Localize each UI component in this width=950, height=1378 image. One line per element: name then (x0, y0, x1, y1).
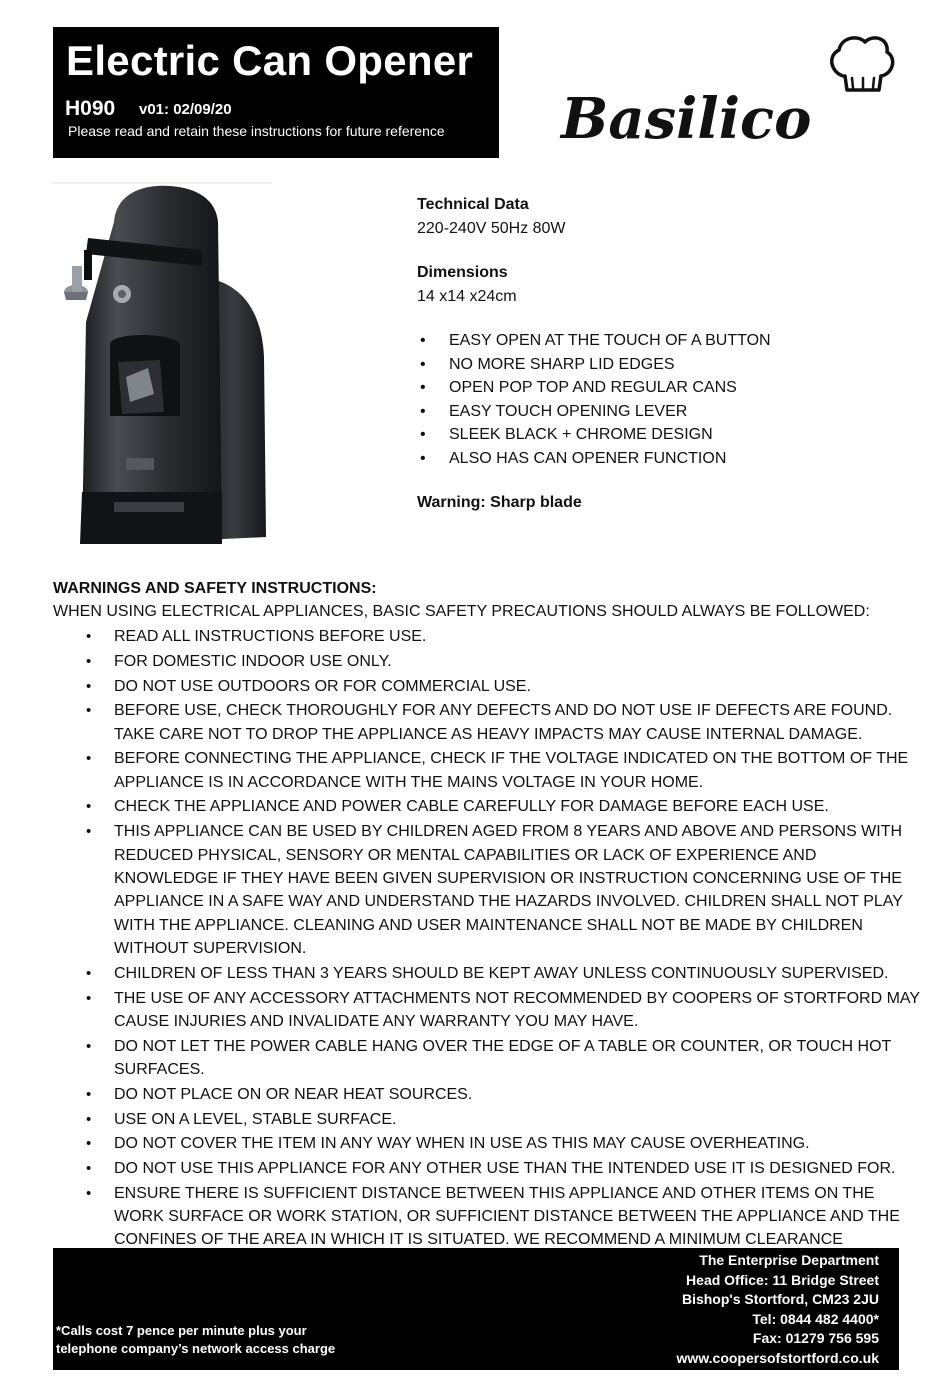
list-item: • EASY OPEN AT THE TOUCH OF A BUTTON (417, 329, 771, 353)
list-item: • EASY TOUCH OPENING LEVER (417, 400, 771, 424)
sharp-blade-warning: Warning: Sharp blade (417, 494, 582, 511)
safety-intro: WHEN USING ELECTRICAL APPLIANCES, BASIC SAFETY PRECAUTIONS SHOULD ALWAYS BE FOLLOWED: (53, 603, 870, 621)
bullet: • (86, 1037, 92, 1055)
fax-number: Fax: 01279 756 595 (752, 1330, 879, 1347)
list-item: • THE USE OF ANY ACCESSORY ATTACHMENTS NOT RECOMMENDED BY COOPERS OF STORTFORD MAY CAUSE INJURIES AND INVALIDATE ANY WARRANTY YOU MAY HAVE. (53, 987, 923, 1034)
list-item: • USE ON A LEVEL, STABLE SURFACE. (53, 1108, 923, 1131)
list-item: • NO MORE SHARP LID EDGES (417, 353, 771, 377)
page-title: Electric Can Opener (66, 37, 474, 84)
bullet: • (86, 702, 92, 720)
bullet: • (86, 1159, 92, 1177)
can-opener-appliance-icon (52, 182, 272, 554)
list-item: • CHILDREN OF LESS THAN 3 YEARS SHOULD BE KEPT AWAY UNLESS CONTINUOUSLY SUPERVISED. (53, 962, 923, 985)
list-item: • DO NOT USE THIS APPLIANCE FOR ANY OTHER USE THAN THE INTENDED USE IT IS DESIGNED FOR. (53, 1157, 923, 1180)
website-link[interactable]: www.coopersofstortford.co.uk (676, 1349, 879, 1366)
header-box (53, 27, 499, 158)
chef-hat-icon (832, 38, 893, 90)
retain-note: Please read and retain these instructions for future reference (68, 123, 445, 139)
list-item: • CHECK THE APPLIANCE AND POWER CABLE CAREFULLY FOR DAMAGE BEFORE EACH USE. (53, 795, 923, 818)
dimensions-label: Dimensions (417, 264, 508, 281)
bullet: • (86, 1135, 92, 1153)
bullet: • (86, 628, 92, 646)
list-item: • THIS APPLIANCE CAN BE USED BY CHILDREN AGED FROM 8 YEARS AND ABOVE AND PERSONS WITH REDUCED PHYSICAL, SENSORY OR MENTAL CAPABILITIES OR LACK OF EXPERIENCE AND KNOWLEDGE IF THEY HAVE BEEN GIVEN SUPERVISION OR INSTRUCTION CONCERNING USE OF THE APPLIANCE IN A SAFE WAY AND UNDERSTAND THE HAZARDS INVOLVED. CHILDREN SHALL NOT PLAY WITH THE APPLIANCE. CLEANING AND USER MAINTENANCE SHALL NOT BE MADE BY CHILDREN WITHOUT SUPERVISION. (53, 820, 923, 960)
bullet: • (86, 677, 92, 695)
footer-bar (53, 1248, 899, 1370)
list-item: • DO NOT USE OUTDOORS OR FOR COMMERCIAL USE. (53, 675, 923, 698)
phone-number: Tel: 0844 482 4400* (752, 1310, 879, 1327)
safety-title: WARNINGS AND SAFETY INSTRUCTIONS: (53, 580, 377, 597)
technical-spec-block (417, 193, 771, 515)
bullet: • (86, 1085, 92, 1103)
address-line: Head Office: 11 Bridge Street (686, 1271, 879, 1288)
list-item: • ENSURE THERE IS SUFFICIENT DISTANCE BETWEEN THIS APPLIANCE AND OTHER ITEMS ON THE WORK SURFACE OR WORK STATION, OR SUFFICIENT DISTANCE BETWEEN THE APPLIANCE AND THE CONFINES OF THE AREA IN WHICH IT IS SITUATED. WE RECOMMEND A MINIMUM CLEARANCE (53, 1182, 923, 1252)
bullet: • (86, 989, 92, 1007)
list-item: • DO NOT COVER THE ITEM IN ANY WAY WHEN IN USE AS THIS MAY CAUSE OVERHEATING. (53, 1132, 923, 1155)
technical-data-label: Technical Data (417, 196, 529, 213)
safety-instructions (53, 577, 923, 1252)
technical-data-value: 220-240V 50Hz 80W (417, 219, 566, 237)
list-item: • ALSO HAS CAN OPENER FUNCTION (417, 447, 771, 471)
list-item: • BEFORE CONNECTING THE APPLIANCE, CHECK IF THE VOLTAGE INDICATED ON THE BOTTOM OF THE APPLIANCE IS IN ACCORDANCE WITH THE MAINS VOLTAGE IN YOUR HOME. (53, 747, 923, 794)
feature-list (417, 329, 771, 470)
list-item: • BEFORE USE, CHECK THOROUGHLY FOR ANY DEFECTS AND DO NOT USE IF DEFECTS ARE FOUND. TAKE CARE NOT TO DROP THE APPLIANCE AS HEAVY IMPACTS MAY CAUSE INTERNAL DAMAGE. (53, 699, 923, 746)
list-item: • DO NOT PLACE ON OR NEAR HEAT SOURCES. (53, 1083, 923, 1106)
bullet: • (86, 798, 92, 816)
bullet: • (86, 652, 92, 670)
bullet: • (86, 964, 92, 982)
bullet: • (420, 426, 426, 443)
call-cost-note: *Calls cost 7 pence per minute plus your telephone company’s network access charge (56, 1323, 336, 1356)
list-item: • FOR DOMESTIC INDOOR USE ONLY. (53, 650, 923, 673)
bullet: • (86, 1110, 92, 1128)
list-item: • DO NOT LET THE POWER CABLE HANG OVER THE EDGE OF A TABLE OR COUNTER, OR TOUCH HOT SURFACES. (53, 1035, 923, 1082)
bullet: • (86, 750, 92, 768)
bullet: • (86, 1184, 92, 1202)
address-line: The Enterprise Department (699, 1252, 879, 1268)
list-item: • READ ALL INSTRUCTIONS BEFORE USE. (53, 625, 923, 648)
logo-text: Basilico (561, 86, 812, 152)
list-item: • OPEN POP TOP AND REGULAR CANS (417, 376, 771, 400)
list-item: • SLEEK BLACK + CHROME DESIGN (417, 423, 771, 447)
model-number: H090 (65, 97, 116, 120)
bullet: • (420, 332, 426, 349)
bullet: • (420, 402, 426, 420)
version-date: v01: 02/09/20 (139, 101, 232, 118)
bullet: • (420, 449, 426, 467)
basilico-logo (555, 32, 895, 152)
bullet: • (420, 355, 426, 373)
bullet: • (420, 379, 426, 396)
company-address (677, 1251, 880, 1369)
safety-list (53, 625, 923, 1252)
bullet: • (86, 823, 92, 841)
address-line: Bishop's Stortford, CM23 2JU (681, 1291, 879, 1308)
dimensions-value: 14 x14 x24cm (417, 287, 517, 305)
